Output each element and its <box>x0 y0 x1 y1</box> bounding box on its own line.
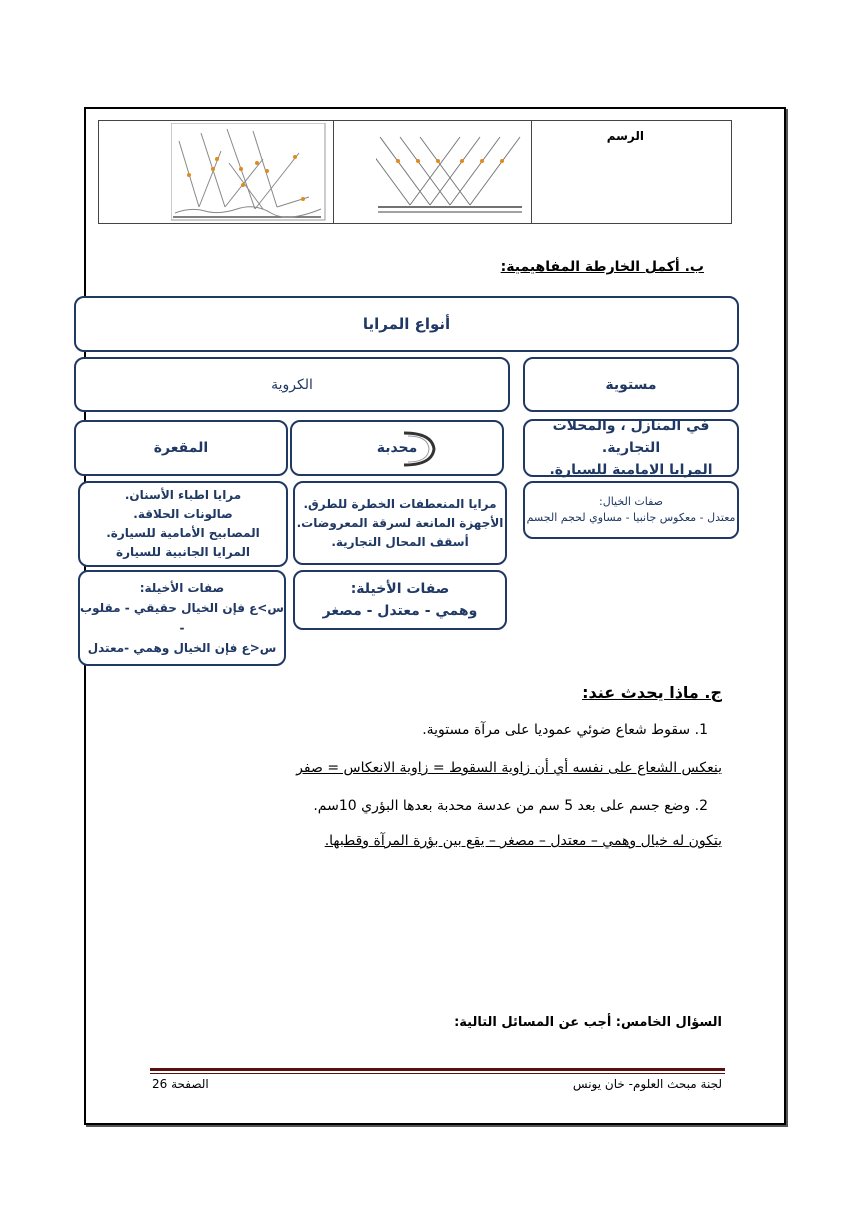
drawing-label-cell <box>531 121 732 223</box>
plane-image-props: معتدل - معكوس جانبيا - مساوي لحجم الجسم <box>526 511 736 524</box>
plane-use-line: المرايا الامامية للسيارة. <box>549 462 713 478</box>
convex-image-title: صفات الأخيلة: <box>350 581 450 597</box>
question-2: 2. وضع جسم على بعد 5 سم من عدسة محدبة بعدها البؤري 10سم. <box>313 798 708 814</box>
footer-committee: لجنة مبحث العلوم- خان يونس <box>572 1077 722 1091</box>
regular-reflection-figure <box>376 123 526 219</box>
convex-mirror-icon <box>402 430 442 468</box>
convex-mirror-label: محدبة <box>376 440 418 456</box>
concave-use-line: صالونات الحلاقة. <box>133 507 233 521</box>
what-happens-heading: ج. ماذا يحدث عند: <box>582 683 722 702</box>
concave-mirror-box <box>74 420 288 476</box>
convex-use-line: مرايا المنعطفات الخطرة للطرق. <box>303 496 497 511</box>
spherical-mirror-box <box>74 357 510 412</box>
plane-mirror-box <box>523 357 739 412</box>
convex-use-line: الأجهزة المانعة لسرقة المعروضات. <box>296 515 504 530</box>
convex-mirror-box <box>290 420 504 476</box>
concave-use-line: مرايا اطباء الأسنان. <box>124 488 242 502</box>
footer-rule <box>150 1068 725 1071</box>
concave-image-line: س>ع فإن الخيال حقيقي - مقلوب - <box>80 601 284 635</box>
plane-mirror-label: مستوية <box>605 376 657 393</box>
mirror-types-label: أنواع المرايا <box>362 315 451 333</box>
drawing-table <box>98 120 732 224</box>
mirror-types-box <box>74 296 739 352</box>
plane-uses-box <box>523 419 739 477</box>
plane-use-line: في المنازل ، والمحلات التجارية. <box>552 418 710 456</box>
spherical-mirror-label: الكروية <box>271 376 313 393</box>
answer-2: يتكون له خيال وهمي – معتدل – مصغر – يقع بين بؤرة المرآة وقطبها. <box>324 833 722 849</box>
drawing-label: الرسم <box>606 129 644 143</box>
concave-uses-box <box>78 481 288 567</box>
answer-1: ينعكس الشعاع على نفسه أي أن زاوية السقوط = زاوية الانعكاس = صفر <box>296 760 722 776</box>
convex-image-props: وهمي - معتدل - مصغر <box>322 603 478 619</box>
concave-image-box <box>78 570 286 666</box>
concave-mirror-label: المقعرة <box>153 440 209 456</box>
concave-use-line: المصابيح الأمامية للسيارة. <box>106 526 260 540</box>
diffuse-reflection-figure <box>171 123 327 221</box>
plane-image-box <box>523 481 739 539</box>
concave-use-line: المرايا الجانبية للسيارة <box>116 545 250 559</box>
question-1: 1. سقوط شعاع ضوئي عموديا على مرآة مستوية. <box>422 722 708 738</box>
concept-map-heading: ب. أكمل الخارطة المفاهيمية: <box>500 259 704 275</box>
question-five-heading: السؤال الخامس: أجب عن المسائل التالية: <box>454 1015 722 1030</box>
regular-reflection-cell <box>333 121 532 223</box>
convex-image-box <box>293 570 507 630</box>
plane-image-title: صفات الخيال: <box>599 495 663 508</box>
footer-page-number: الصفحة 26 <box>152 1077 209 1091</box>
concave-image-line: س<ع فإن الخيال وهمي -معتدل <box>87 641 277 655</box>
concave-image-title: صفات الأخيلة: <box>139 581 225 595</box>
footer-rule-thin <box>150 1073 725 1074</box>
convex-use-line: أسقف المحال التجارية. <box>331 534 469 549</box>
diffuse-reflection-cell <box>99 121 333 223</box>
convex-uses-box <box>293 481 507 565</box>
